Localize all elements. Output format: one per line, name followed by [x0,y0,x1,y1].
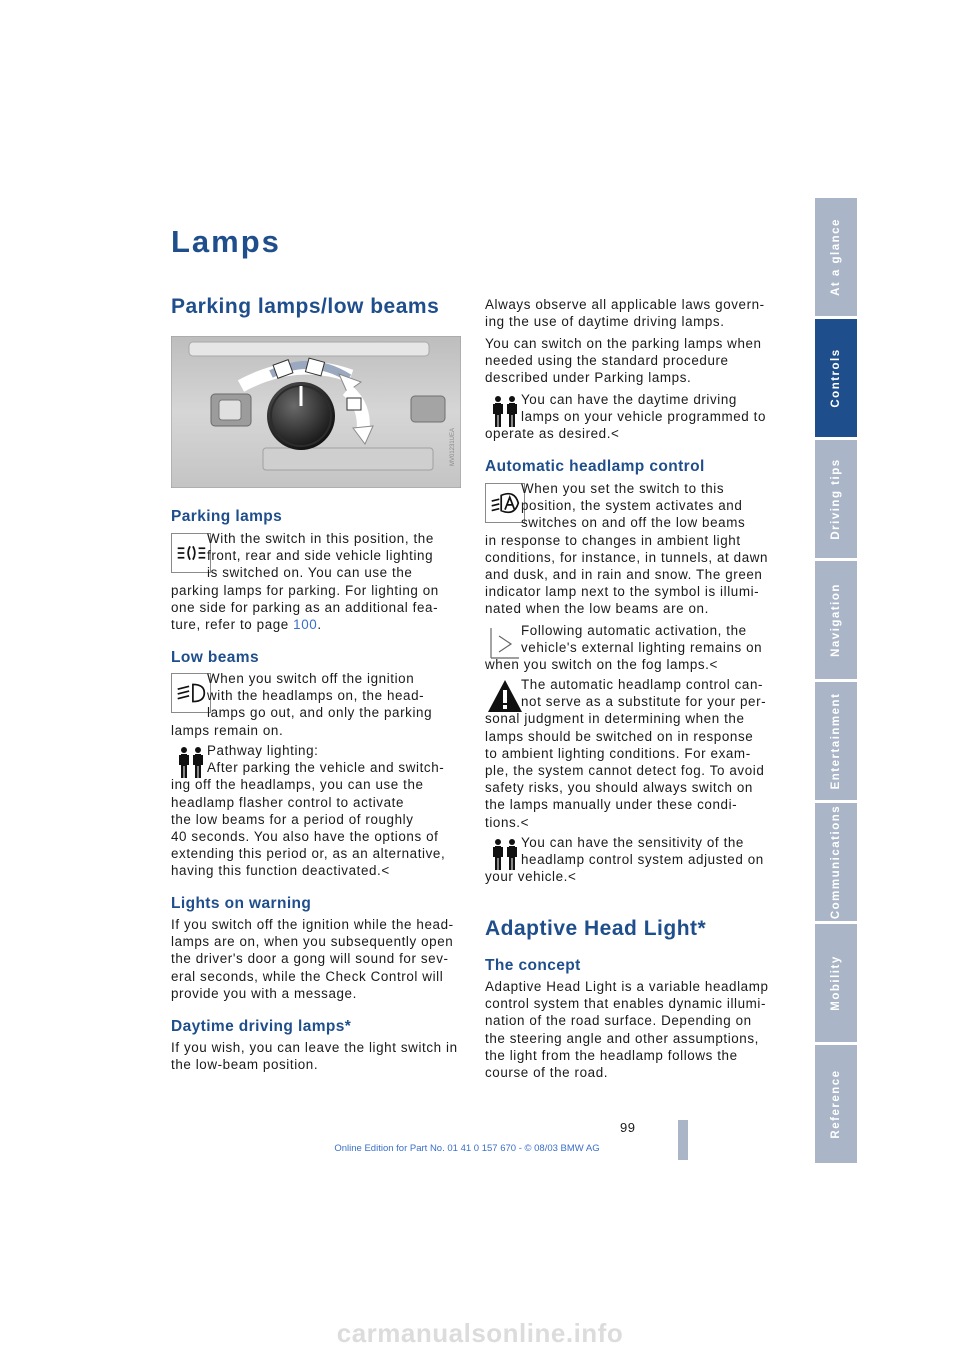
text-line: You can have the daytime driving [521,392,737,407]
text-line: extending this period or, as an alternative, [171,846,446,862]
text-line: lamps should be switched on in response [485,728,754,744]
text-line: not serve as a substitute for your per- [521,694,767,710]
lights-on-warning-text [171,916,454,1002]
text-line: headlamp control system adjusted on [521,852,764,868]
text-line: ing the use of daytime driving lamps. [485,314,725,330]
text-line: Following automatic activation, the [521,623,747,638]
text-line: the low beams for a period of roughly [171,811,414,827]
tab-communications[interactable] [815,803,857,921]
text-line: If you switch off the ignition while the head- [171,917,454,932]
text-line: ple, the system cannot detect fog. To avoid [485,763,765,779]
tab-label: Mobility [830,955,842,1011]
text-line: one side for parking as an additional fea- [171,599,439,615]
heading-lights-on-warning: Lights on warning [171,895,312,912]
text-line: parking lamps for parking. For lighting on [171,582,439,598]
tab-entertainment[interactable] [815,682,857,800]
text-line: lamps go out, and only the parking [207,705,433,721]
daytime-text [171,1039,458,1073]
footer-text: Online Edition for Part No. 01 41 0 157 670 - © 08/03 BMW AG [334,1143,600,1154]
text-line: the steering angle and other assumptions, [485,1030,759,1046]
page-link-100[interactable]: 100 [293,617,318,633]
low-beams-text [171,670,432,739]
text-line: Pathway lighting: [207,743,319,758]
section-title-adaptive-head-light: Adaptive Head Light* [485,917,707,940]
automatic-headlamp-text [485,480,768,618]
text-line: in response to changes in ambient light [485,532,741,548]
light-switch-figure [171,336,461,488]
text-line: switches on and off the low beams [521,515,746,531]
tab-mobility[interactable] [815,924,857,1042]
adaptive-concept-text [485,978,769,1081]
text-line: ing off the headlamps, you can use the [171,777,424,793]
text-line: the lamps manually under these condi- [485,797,738,813]
tab-label: Controls [830,348,842,408]
footer-edition [0,1143,960,1154]
text-line: operate as desired.< [485,426,620,442]
sensitivity-note [485,834,764,886]
svg-text:MV01231UEA: MV01231UEA [450,427,456,466]
page-number: 99 [620,1120,636,1135]
text-line: needed using the standard procedure [485,353,729,369]
text-line: safety risks, you should always switch on [485,780,753,796]
text-line: After parking the vehicle and switch- [207,760,445,776]
text-line: If you wish, you can leave the light switch in [171,1040,458,1055]
heading-the-concept: The concept [485,957,581,974]
text-line: When you switch off the ignition [207,671,415,686]
text-line: lamps on your vehicle programmed to [521,409,767,425]
text-line: the driver's door a gong will sound for sev- [171,951,449,967]
text-line: tions.< [485,814,530,830]
chapter-tabs [815,198,857,1166]
tab-controls[interactable] [815,319,857,437]
text-line: Always observe all applicable laws govern- [485,297,765,312]
text-fragment: . [317,617,322,633]
text-line: described under Parking lamps. [485,370,692,386]
text-line: sonal judgment in determining when the [485,711,745,727]
text-line: nation of the road surface. Depending on [485,1013,752,1029]
tab-navigation[interactable] [815,561,857,679]
tab-label: Driving tips [830,458,842,540]
text-line: indicator lamp next to the symbol is illumi- [485,584,760,600]
text-line: You can switch on the parking lamps when [485,336,762,351]
heading-daytime-driving-lamps: Daytime driving lamps* [171,1018,352,1035]
tab-at-a-glance[interactable] [815,198,857,316]
pathway-lighting-text [171,742,445,880]
text-fragment: ture, refer to page [171,617,294,633]
text-line: provide you with a message. [171,985,357,1001]
parking-lamps-switch-text [485,335,762,387]
text-line-with-link [171,616,439,633]
daytime-programming-note [485,391,766,443]
text-line: when you switch on the fog lamps.< [485,657,718,673]
text-line: to ambient lighting conditions. For exam- [485,745,751,761]
section-title-parking-low-beams: Parking lamps/low beams [171,295,440,318]
text-line: having this function deactivated.< [171,863,390,879]
text-line: with the headlamps on, the head- [207,688,425,704]
text-line: the light from the headlamp follows the [485,1047,738,1063]
fog-lamps-note [485,622,762,674]
page-title: Lamps [171,224,281,259]
tab-label: Reference [830,1069,842,1139]
text-line: vehicle's external lighting remains on [521,640,763,656]
text-line: nated when the low beams are on. [485,601,709,617]
text-line: course of the road. [485,1065,609,1081]
text-line: is switched on. You can use the [207,565,413,581]
text-line: You can have the sensitivity of the [521,835,744,850]
tab-driving-tips[interactable] [815,440,857,558]
text-line: position, the system activates and [521,498,743,514]
text-line: conditions, for instance, in tunnels, at dawn [485,549,769,565]
tab-label: Entertainment [830,692,842,790]
text-line: your vehicle.< [485,869,577,885]
warning-text [485,676,766,831]
heading-automatic-headlamp-control: Automatic headlamp control [485,458,705,475]
parking-lamps-text [171,530,439,633]
text-line: 40 seconds. You also have the options of [171,829,439,845]
text-line: Adaptive Head Light is a variable headlamp [485,979,769,994]
text-line: and dusk, and in rain and snow. The green [485,567,763,583]
text-line: With the switch in this position, the [207,531,434,546]
text-line: control system that enables dynamic illumi- [485,996,767,1012]
heading-parking-lamps: Parking lamps [171,508,283,525]
tab-label: Communications [830,804,842,920]
text-line: headlamp flasher control to activate [171,794,404,810]
text-line: lamps remain on. [171,722,284,738]
text-line: When you set the switch to this [521,481,725,496]
tab-label: At a glance [830,218,842,296]
watermark: carmanualsonline.info [336,1318,624,1348]
text-line: The automatic headlamp control can- [521,677,764,692]
text-line: eral seconds, while the Check Control will [171,968,444,984]
heading-low-beams: Low beams [171,649,260,666]
daytime-laws-text [485,296,765,330]
text-line: lamps are on, when you subsequently open [171,934,454,950]
text-line: the low-beam position. [171,1057,319,1073]
tab-label: Navigation [830,583,842,657]
page-number-bar [678,1120,688,1160]
text-line: front, rear and side vehicle lighting [207,548,434,564]
